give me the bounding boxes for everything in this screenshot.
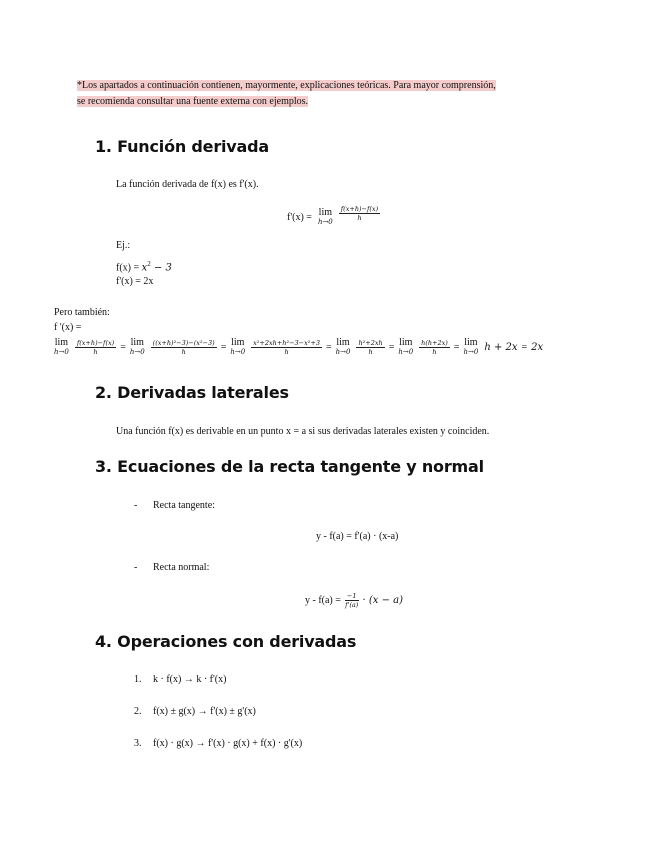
ej-fx-x: x [141,262,148,274]
tangente-equation: y - f(a) = f'(a) · (x-a) [316,531,399,542]
lim-sub: h→0 [317,218,333,226]
intro-note [77,78,577,110]
ej-fx-exp: 2 [147,260,151,268]
chain-lim-6: lim h→0 [463,337,479,356]
chain-last: h + 2x [484,342,518,353]
chain-frac-3: $\frac{\text{x²+2xh+h²−3−x²+3}}{h}$ [253,339,320,356]
chain-lim-1: lim h→0 [54,337,69,356]
chain-frac-1: $\frac{f(x+h)-f(x)}{h}$ [76,339,115,356]
section-4-title: 4. Operaciones con derivadas [95,632,357,651]
def-fraction [339,205,380,222]
pero-label: Pero también: [54,307,110,318]
section-3-title: 3. Ecuaciones de la recta tangente y normal [95,457,484,476]
chain-frac-4: $\frac{\text{h²+2xh}}{h}$ [358,339,383,356]
chain-lim-5: lim h→0 [398,337,414,356]
op-item-2: f(x) ± g(x) → f'(x) ± g'(x) [153,706,256,717]
normal-label: Recta normal: [153,562,210,573]
chain-result: 2x [531,342,544,353]
op-item-2-number: 2. [134,706,142,717]
section-1-title: 1. Función derivada [95,137,269,156]
chain-frac-2: $\frac{\text{((x+h)²−3)−(x²−3)}}{h}$ [152,339,215,356]
normal-den: f'(a) [345,601,359,609]
normal-equation [305,592,403,609]
chain-lim-3: lim h→0 [230,337,246,356]
lim-word: lim [318,207,333,218]
ej-derivative: f'(x) = 2x [116,276,154,287]
op-item-3-number: 3. [134,738,142,749]
op-item-1: k · f(x) → k · f'(x) [153,674,227,685]
op-item-3: f(x) · g(x) → f'(x) · g(x) + f(x) · g'(x) [153,738,303,749]
sec1-intro: La función derivada de f(x) es f'(x). [116,179,259,190]
normal-lhs: y - f(a) = [305,595,341,606]
sec2-text: Una función f(x) es derivable en un punto x = a si sus derivadas laterales existen y coinciden. [116,426,490,437]
op-item-1-number: 1. [134,674,142,685]
bullet-dash-1: - [134,500,138,511]
tangente-label: Recta tangente: [153,500,215,511]
def-lhs: f'(x) = [287,212,312,223]
bullet-dash-2: - [134,562,138,573]
ej-label: Ej.: [116,240,131,251]
derivative-definition [287,205,380,227]
derivation-chain: lim h→0 $\frac{f(x+h)-f(x)}{h}$ = lim h→0 $\frac{\text{((x+h)²−3)−(x²−3)}}{h}$ = lim h→0 $\frac{\text{x²+2xh+h²−3−x²+3}}{h}$ = lim h→0 $\frac{\text{h²+2xh}}{h}$ = lim h→0 $\frac{h(h+2x)}{h}$ = lim h→0 h + 2x = 2x [54,337,544,356]
pero-lhs: f '(x) = [54,322,82,333]
ej-fx-pre: f(x) = [116,262,142,274]
def-num: f(x+h)−f(x) [340,205,379,213]
note-line-2: se recomienda consultar una fuente externa con ejemplos. [77,96,309,107]
section-2-title: 2. Derivadas laterales [95,383,289,402]
chain-lim-4: lim h→0 [335,337,351,356]
normal-rhs: · (x − a) [362,595,403,606]
normal-num: −1 [346,592,357,600]
chain-frac-5: $\frac{h(h+2x)}{h}$ [421,339,448,356]
def-limit [318,208,333,227]
chain-lim-2: lim h→0 [129,337,145,356]
def-den: h [357,214,362,222]
normal-fraction [345,592,359,609]
ej-function [116,260,172,273]
ej-fx-post: − 3 [150,262,172,274]
note-line-1: *Los apartados a continuación contienen, mayormente, explicaciones teóricas. Para mayor comprensión, [77,80,496,91]
